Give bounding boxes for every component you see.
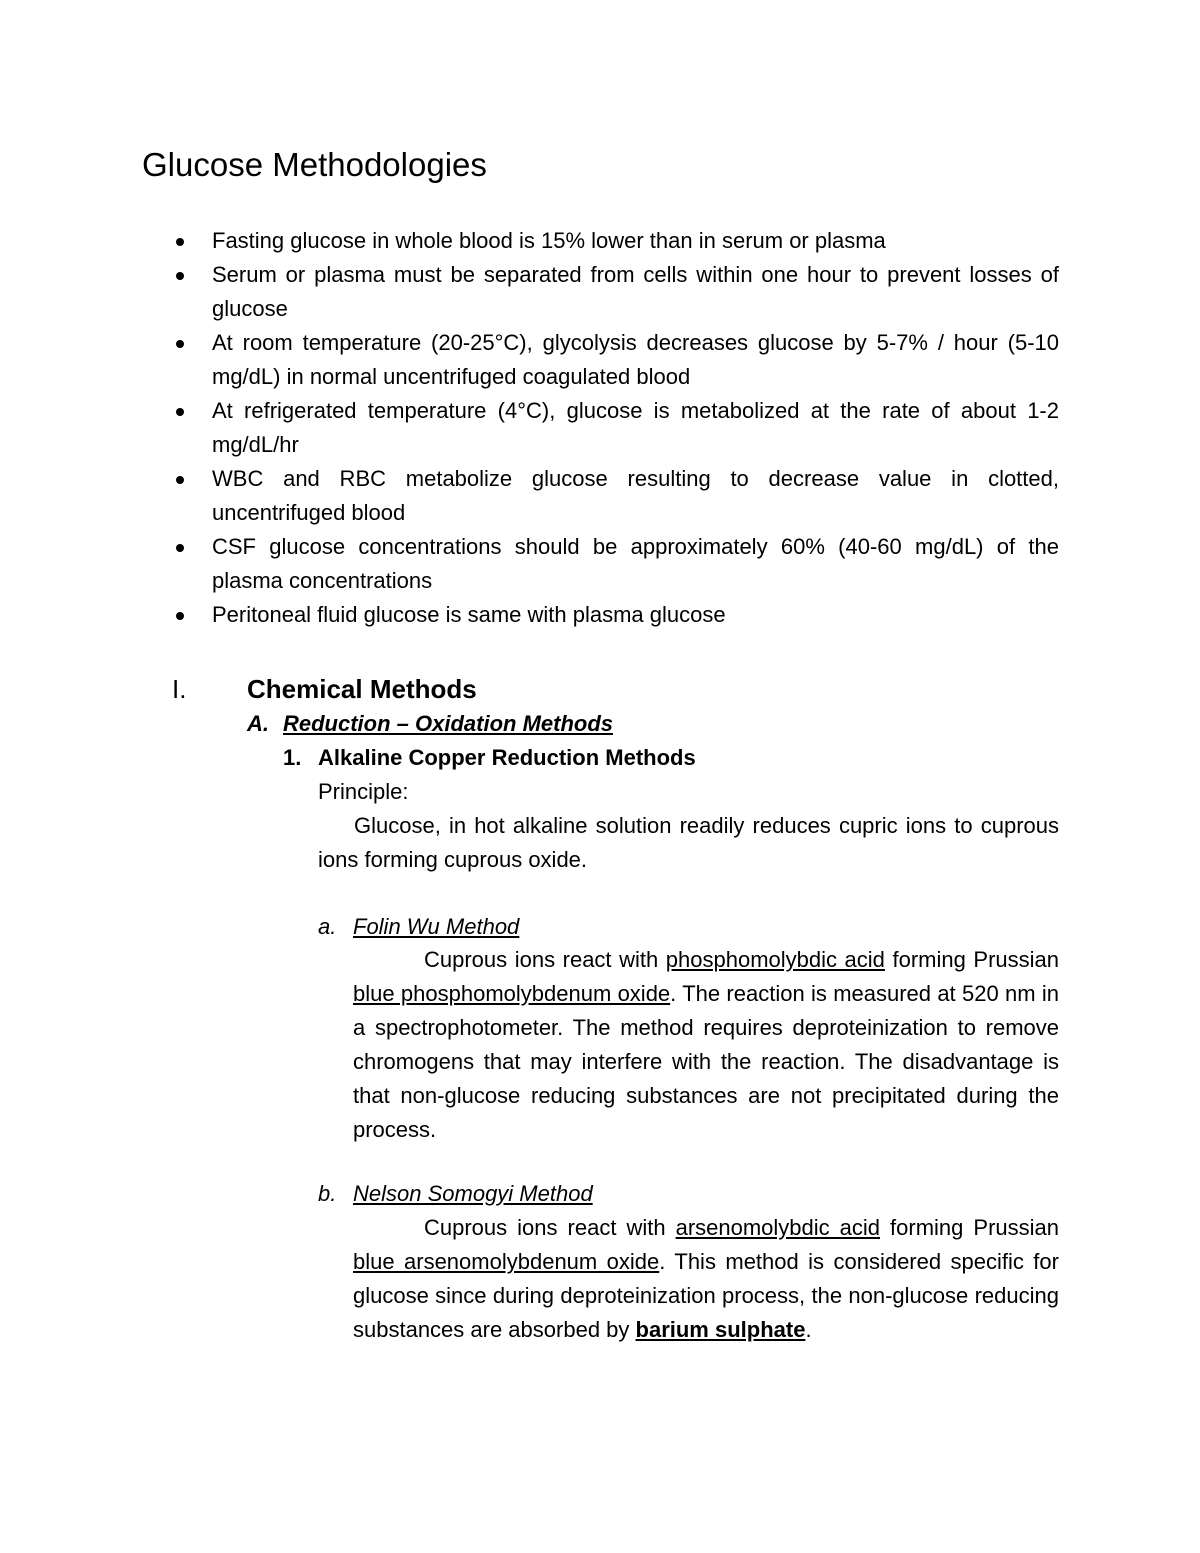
list-item <box>172 598 1059 632</box>
list-item <box>172 224 1059 258</box>
method-a-reagent: phosphomolybdic acid <box>665 947 885 972</box>
method-b-title: Nelson Somogyi Method <box>353 1181 593 1206</box>
method-b-text-part: . This method is considered specific for glucose since during deproteinization process, the non-glucose reducing substances are absorbed by <box>353 1249 1059 1342</box>
list-item <box>172 394 1059 462</box>
method-a-product: blue phosphomolybdenum oxide <box>353 981 671 1006</box>
item-number: 1. <box>283 745 302 770</box>
principle-label: Principle: <box>318 779 409 804</box>
bullet-icon <box>176 476 184 484</box>
method-b-text-part: forming Prussian <box>880 1215 1059 1240</box>
subsection-label: A. <box>247 711 269 736</box>
list-item <box>172 462 1059 530</box>
method-a-text-part: . The reaction is measured at 520 nm in a spectrophotometer. The method requires deproteinization to remove chromogens that may interfere with the reaction. The disadvantage is that non-glucose reducing substances are not precipitated during the process. <box>353 981 1059 1142</box>
method-b-product: blue arsenomolybdenum oxide <box>353 1249 660 1274</box>
list-item <box>172 326 1059 394</box>
list-item-text: At room temperature (20-25°C), glycolysis decreases glucose by 5-7% / hour (5-10 mg/dL) in normal uncentrifuged coagulated blood <box>212 330 1059 389</box>
key-points-list <box>172 224 1059 632</box>
list-item-text: Fasting glucose in whole blood is 15% lower than in serum or plasma <box>212 228 886 253</box>
method-b-absorbent: barium sulphate <box>635 1317 806 1342</box>
list-item <box>172 530 1059 598</box>
list-item-text: Peritoneal fluid glucose is same with plasma glucose <box>212 602 726 627</box>
method-a-title: Folin Wu Method <box>353 914 520 939</box>
method-b-text-part: . <box>805 1317 812 1342</box>
list-item-text: At refrigerated temperature (4°C), glucose is metabolized at the rate of about 1-2 mg/dL/hr <box>212 398 1059 457</box>
method-b-reagent: arsenomolybdic acid <box>675 1215 881 1240</box>
bullet-icon <box>176 272 184 280</box>
method-b-text-part: Cuprous ions react with <box>424 1215 676 1240</box>
bullet-icon <box>176 408 184 416</box>
method-b-text <box>353 1211 1059 1347</box>
document-title: Glucose Methodologies <box>142 146 487 183</box>
bullet-icon <box>176 544 184 552</box>
section-number: I. <box>172 674 187 704</box>
list-item-text: CSF glucose concentrations should be approximately 60% (40-60 mg/dL) of the plasma concentrations <box>212 534 1059 593</box>
bullet-icon <box>176 612 184 620</box>
section-title: Chemical Methods <box>247 674 477 704</box>
list-item <box>172 258 1059 326</box>
list-item-text: Serum or plasma must be separated from cells within one hour to prevent losses of glucose <box>212 262 1059 321</box>
method-a-label: a. <box>318 914 337 939</box>
method-b-label: b. <box>318 1181 337 1206</box>
bullet-icon <box>176 340 184 348</box>
principle-text: Glucose, in hot alkaline solution readily reduces cupric ions to cuprous ions forming cuprous oxide. <box>318 813 1059 872</box>
item-title: Alkaline Copper Reduction Methods <box>318 745 696 770</box>
method-a-text-part: Cuprous ions react with <box>424 947 666 972</box>
bullet-icon <box>176 238 184 246</box>
method-a-text <box>353 943 1059 1147</box>
method-a-text-part: forming Prussian <box>884 947 1059 972</box>
subsection-title: Reduction – Oxidation Methods <box>283 711 614 736</box>
list-item-text: WBC and RBC metabolize glucose resulting to decrease value in clotted, uncentrifuged blood <box>212 466 1059 525</box>
